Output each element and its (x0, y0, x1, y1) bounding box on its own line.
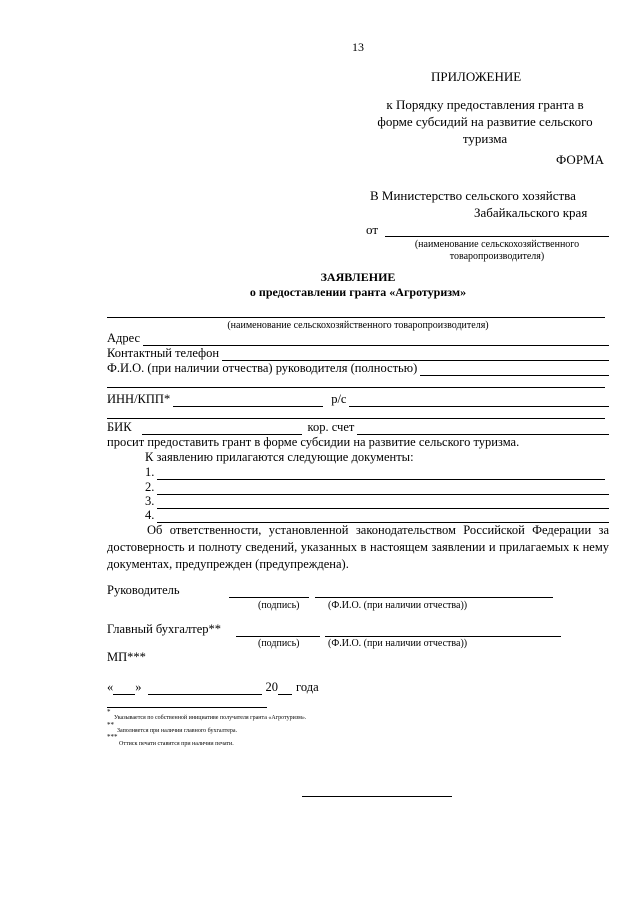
attachment-number: 1. (145, 465, 155, 479)
address-row (107, 331, 609, 346)
document-subtitle: о предоставлении гранта «Агротуризм» (249, 285, 467, 299)
head-name-line[interactable] (315, 597, 553, 598)
stamp-label: МП*** (107, 650, 146, 664)
accountant-name-line[interactable] (325, 636, 561, 637)
accountant-name-hint: (Ф.И.О. (при наличии отчества)) (328, 638, 468, 649)
addressee-line-2: Забайкальского края (474, 205, 588, 220)
appendix-line-2: форме субсидий на развитие сельского (377, 114, 593, 129)
bik-label: БИК (107, 420, 132, 434)
inn-row (107, 392, 609, 407)
from-hint-1: (наименование сельскохозяйственного (414, 239, 580, 250)
manager-field-line-2 (107, 387, 605, 388)
footnote-1-mark: * (107, 708, 111, 716)
form-label: ФОРМА (556, 152, 604, 167)
footnote-3: Оттиск печати ставится при наличии печати. (119, 741, 234, 747)
head-label: Руководитель (107, 583, 180, 597)
phone-label: Контактный телефон (107, 346, 220, 360)
footnote-2-mark: ** (107, 721, 114, 729)
head-name-hint: (Ф.И.О. (при наличии отчества)) (328, 600, 468, 611)
corr-account-label: кор. счет (307, 420, 355, 434)
from-line (385, 236, 609, 237)
manager-field[interactable] (420, 364, 609, 376)
date-close-quote: » (135, 680, 142, 694)
address-label: Адрес (107, 331, 141, 345)
accountant-signature-line[interactable] (236, 636, 320, 637)
footnote-separator (107, 707, 267, 708)
footnote-2: Заполняется при наличии главного бухгалтера. (117, 728, 238, 734)
corr-account-field[interactable] (357, 423, 609, 435)
page-number: 13 (352, 40, 364, 54)
request-text: просит предоставить грант в форме субсидии на развитие сельского туризма. (107, 435, 520, 449)
date-open-quote: « (107, 680, 114, 694)
from-label: от (366, 222, 379, 237)
date-year-suffix: года (296, 680, 319, 694)
attachment-number: 3. (145, 494, 155, 508)
applicant-name-line (107, 317, 605, 318)
attachments-intro: К заявлению прилагаются следующие документы: (145, 450, 414, 464)
document-title: ЗАЯВЛЕНИЕ (320, 270, 396, 284)
account-label: р/с (331, 392, 347, 406)
date-line (107, 680, 319, 695)
address-field[interactable] (143, 334, 609, 346)
date-day-field[interactable] (113, 683, 135, 695)
accountant-label: Главный бухгалтер** (107, 622, 222, 636)
from-hint-2: товаропроизводителя) (449, 251, 545, 262)
appendix-line-1: к Порядку предоставления гранта в (386, 97, 584, 112)
bik-field[interactable] (142, 423, 302, 435)
attachment-field[interactable] (157, 468, 605, 480)
date-year-prefix: 20 (265, 680, 278, 694)
head-signature-hint: (подпись) (258, 600, 300, 611)
attachment-row-1 (145, 465, 605, 480)
footnote-3-mark: *** (107, 733, 118, 741)
manager-label: Ф.И.О. (при наличии отчества) руководителя (полностью) (107, 361, 418, 375)
addressee-line-1: В Министерство сельского хозяйства (370, 188, 576, 203)
attachment-row-4 (145, 508, 609, 523)
bottom-line (302, 796, 452, 797)
inn-field[interactable] (173, 395, 323, 407)
appendix-title: ПРИЛОЖЕНИЕ (431, 69, 522, 84)
head-signature-line[interactable] (229, 597, 309, 598)
account-field-line-2 (107, 418, 605, 419)
phone-row (107, 346, 609, 361)
attachment-row-2 (145, 480, 609, 495)
date-month-field[interactable] (148, 683, 262, 695)
attachment-number: 2. (145, 480, 155, 494)
phone-field[interactable] (222, 349, 609, 361)
accountant-signature-hint: (подпись) (258, 638, 300, 649)
attachment-row-3 (145, 494, 609, 509)
appendix-line-3: туризма (462, 131, 508, 146)
date-year-field[interactable] (278, 683, 292, 695)
footnote-1: Указывается по собственной инициативе получателя гранта «Агротуризм». (114, 715, 307, 721)
inn-label: ИНН/КПП* (107, 392, 171, 406)
applicant-name-hint: (наименование сельскохозяйственного товаропроизводителя) (227, 320, 489, 331)
account-field[interactable] (349, 395, 609, 407)
attachment-number: 4. (145, 508, 155, 522)
manager-row (107, 361, 609, 376)
responsibility-paragraph: Об ответственности, установленной законодательством Российской Федерации за достоверность и полноту сведений, указанных в настоящем заявлении и прилагаемых к нему документах, предупрежден (предупреждена). (107, 523, 609, 571)
bik-row (107, 420, 609, 435)
